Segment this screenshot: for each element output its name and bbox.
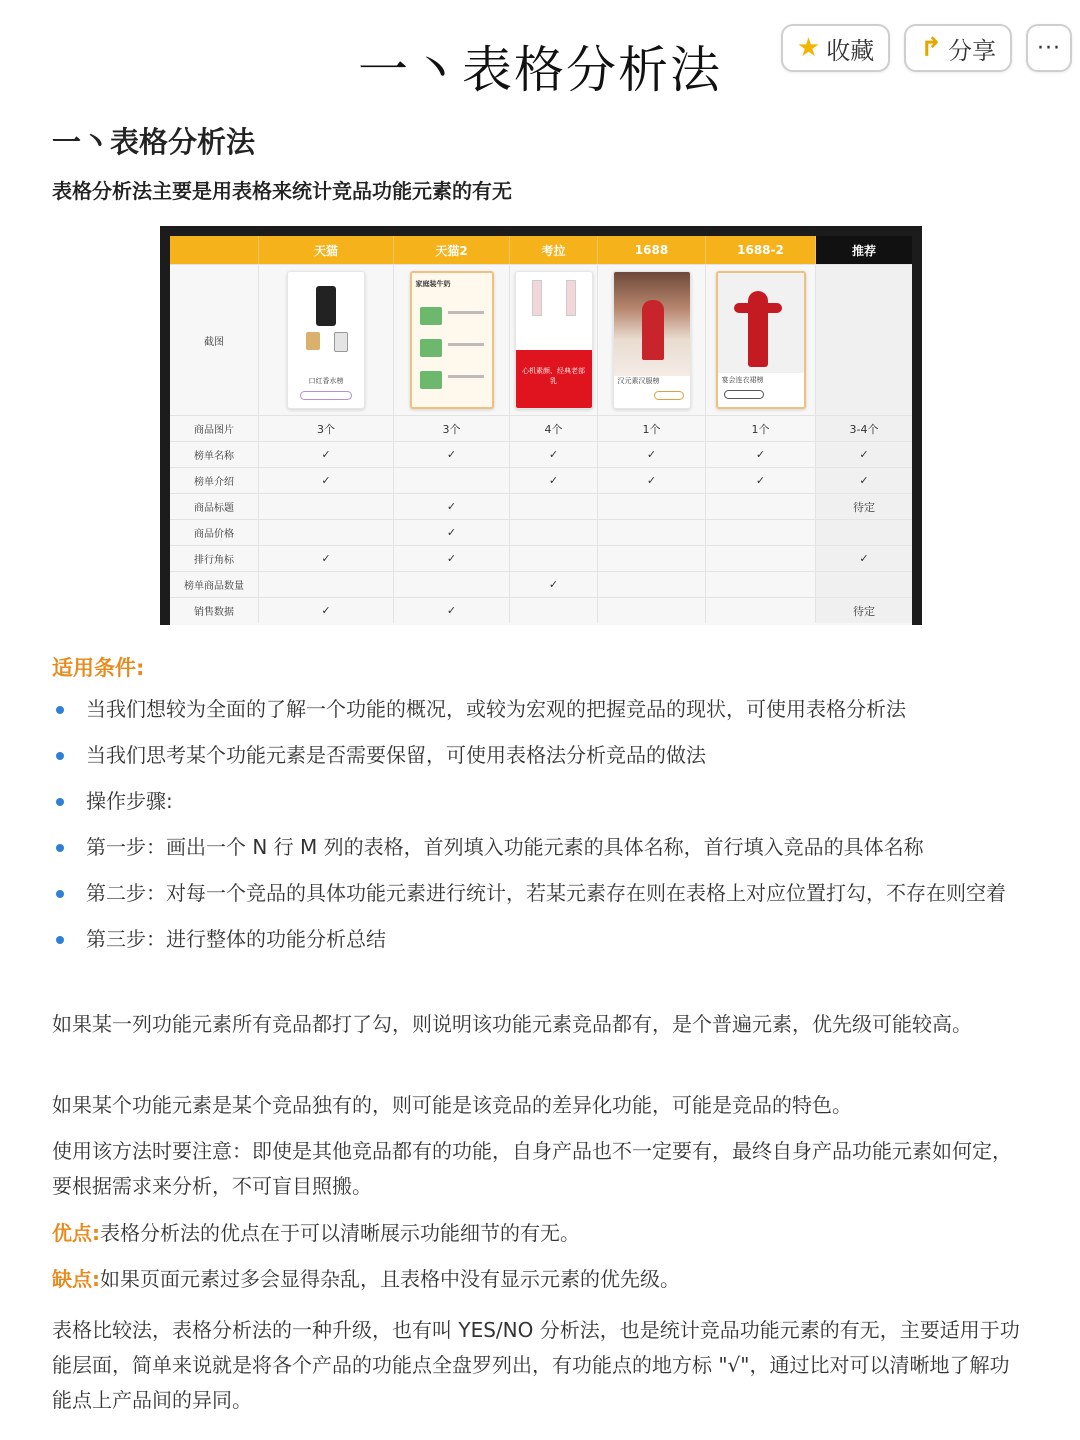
list-item: 第一步：画出一个 N 行 M 列的表格，首列填入功能元素的具体名称，首行填入竞品的具体名称 — [52, 830, 1032, 865]
star-icon: ★ — [796, 33, 821, 63]
table-cell: ✓ — [598, 442, 706, 467]
more-button[interactable] — [1026, 24, 1072, 72]
pros-tag: 优点: — [52, 1221, 100, 1245]
top-actions — [781, 24, 1072, 72]
screenshot-caption: 家庭装牛奶 — [415, 280, 451, 288]
page-title: 一丶表格分析法 — [358, 41, 722, 99]
row-label: 榜单介绍 — [170, 468, 259, 493]
paragraph-pros — [52, 1216, 1027, 1251]
table-cell — [598, 520, 706, 545]
table-cell: 1个 — [598, 416, 706, 441]
table-body — [170, 415, 912, 623]
table-cell: ✓ — [816, 546, 912, 571]
row-label: 销售数据 — [170, 598, 259, 623]
table-cell — [816, 572, 912, 597]
list-item: 第二步：对每一个竞品的具体功能元素进行统计，若某元素存在则在表格上对应位置打勾，不存在则空着 — [52, 876, 1032, 911]
product-screenshot-image — [410, 271, 494, 409]
product-screenshot-image — [613, 271, 691, 409]
table-cell: ✓ — [394, 546, 510, 571]
list-item: 当我们想较为全面的了解一个功能的概况，或较为宏观的把握竞品的现状，可使用表格分析法 — [52, 692, 1032, 727]
cons-tag: 缺点: — [52, 1267, 100, 1291]
table-cell: 3个 — [394, 416, 510, 441]
table-cell — [394, 265, 510, 415]
section-lead: 表格分析法主要是用表格来统计竞品功能元素的有无 — [52, 179, 512, 203]
table-cell: ✓ — [706, 468, 816, 493]
table-cell: ✓ — [259, 468, 394, 493]
screenshot-caption: 心机素颜、经典老部乳 — [522, 367, 585, 385]
table-cell — [706, 598, 816, 623]
table-cell — [259, 494, 394, 519]
pros-text: 表格分析法的优点在于可以清晰展示功能细节的有无。 — [100, 1221, 580, 1245]
screenshot-caption: 汉元素汉服榜 — [617, 377, 660, 385]
table-cell: ✓ — [816, 468, 912, 493]
table-row — [170, 441, 912, 467]
conditions-title: 适用条件: — [52, 656, 145, 680]
share-button[interactable] — [904, 24, 1012, 72]
row-label: 商品图片 — [170, 416, 259, 441]
table-row — [170, 467, 912, 493]
row-label: 榜单名称 — [170, 442, 259, 467]
table-cell — [598, 494, 706, 519]
paragraph-unique-elements: 如果某个功能元素是某个竞品独有的，则可能是该竞品的差异化功能，可能是竞品的特色。 — [52, 1093, 852, 1117]
table-cell — [706, 572, 816, 597]
table-header-cell: 推荐 — [816, 236, 912, 264]
table-cell: ✓ — [510, 572, 598, 597]
table-cell — [259, 572, 394, 597]
table-cell — [510, 598, 598, 623]
table-cell: ✓ — [394, 442, 510, 467]
table-cell: ✓ — [394, 598, 510, 623]
conditions-list — [52, 692, 1032, 968]
list-item: 当我们思考某个功能元素是否需要保留，可使用表格法分析竞品的做法 — [52, 738, 1032, 773]
list-item: 第三步：进行整体的功能分析总结 — [52, 922, 1032, 957]
paragraph-common-elements: 如果某一列功能元素所有竞品都打了勾，则说明该功能元素竞品都有，是个普遍元素，优先级可能较高。 — [52, 1012, 972, 1036]
table-cell: 3个 — [259, 416, 394, 441]
table-cell — [259, 520, 394, 545]
table-cell: 4个 — [510, 416, 598, 441]
table-cell: ✓ — [510, 468, 598, 493]
table-cell — [706, 520, 816, 545]
table-row — [170, 415, 912, 441]
table-cell: ✓ — [510, 442, 598, 467]
table-cell: 3-4个 — [816, 416, 912, 441]
table-cell: ✓ — [706, 442, 816, 467]
table-cell: 待定 — [816, 494, 912, 519]
row-label: 商品价格 — [170, 520, 259, 545]
table-cell: ✓ — [598, 468, 706, 493]
row-label: 截图 — [170, 265, 259, 415]
table-header-cell: 天猫2 — [394, 236, 510, 264]
screenshot-caption: 宴会连衣裙榜 — [721, 376, 764, 384]
table-cell — [394, 572, 510, 597]
table-cell — [598, 598, 706, 623]
table-cell — [706, 546, 816, 571]
comparison-table-image — [160, 226, 922, 625]
more-icon: ··· — [1037, 35, 1061, 61]
table-cell: ✓ — [259, 442, 394, 467]
share-label: 分享 — [948, 36, 996, 65]
table-cell — [510, 520, 598, 545]
table-cell — [510, 265, 598, 415]
comparison-table — [170, 236, 912, 625]
table-cell — [598, 546, 706, 571]
table-cell — [706, 494, 816, 519]
table-row — [170, 597, 912, 623]
table-cell: ✓ — [816, 442, 912, 467]
table-cell: ✓ — [259, 546, 394, 571]
list-item: 操作步骤: — [52, 784, 1032, 819]
table-header-cell: 1688 — [598, 236, 706, 264]
table-header-cell — [170, 236, 259, 264]
table-cell — [259, 265, 394, 415]
table-cell — [706, 265, 816, 415]
table-row-screenshot — [170, 264, 912, 415]
product-screenshot-image — [515, 271, 593, 409]
cons-text: 如果页面元素过多会显得杂乱，且表格中没有显示元素的优先级。 — [100, 1267, 680, 1291]
table-cell — [510, 546, 598, 571]
paragraph-cons — [52, 1262, 1027, 1297]
table-cell: 1个 — [706, 416, 816, 441]
row-label: 榜单商品数量 — [170, 572, 259, 597]
row-label: 排行角标 — [170, 546, 259, 571]
table-row — [170, 571, 912, 597]
table-cell: 待定 — [816, 598, 912, 623]
table-cell — [510, 494, 598, 519]
table-header-cell: 1688-2 — [706, 236, 816, 264]
screenshot-caption: 口红香水榜 — [308, 377, 344, 385]
product-screenshot-image — [287, 271, 365, 409]
share-arrow-icon: ↱ — [920, 33, 942, 63]
product-screenshot-image — [716, 271, 806, 409]
section-heading: 一丶表格分析法 — [52, 125, 256, 159]
table-row — [170, 545, 912, 571]
table-header-cell: 考拉 — [510, 236, 598, 264]
table-row — [170, 493, 912, 519]
table-cell: ✓ — [394, 520, 510, 545]
table-header-row — [170, 236, 912, 264]
favorite-button[interactable] — [781, 24, 890, 72]
table-cell — [816, 520, 912, 545]
favorite-label: 收藏 — [826, 36, 875, 65]
paragraph-caution: 使用该方法时要注意：即使是其他竞品都有的功能，自身产品也不一定要有，最终自身产品功能元素如何定，要根据需求来分析，不可盲目照搬。 — [52, 1139, 1012, 1198]
row-label: 商品标题 — [170, 494, 259, 519]
table-row — [170, 519, 912, 545]
table-cell: ✓ — [394, 494, 510, 519]
table-cell — [394, 468, 510, 493]
table-cell — [598, 572, 706, 597]
paragraph-yes-no-method: 表格比较法，表格分析法的一种升级，也有叫 YES/NO 分析法，也是统计竞品功能元素的有无，主要适用于功能层面，简单来说就是将各个产品的功能点全盘罗列出，有功能点的地方标 "√"，通过比对可以清晰地了解功能点上产品间的异同。 — [52, 1318, 1020, 1412]
table-header-cell: 天猫 — [259, 236, 394, 264]
table-cell — [598, 265, 706, 415]
table-cell: ✓ — [259, 598, 394, 623]
table-cell — [816, 265, 912, 415]
